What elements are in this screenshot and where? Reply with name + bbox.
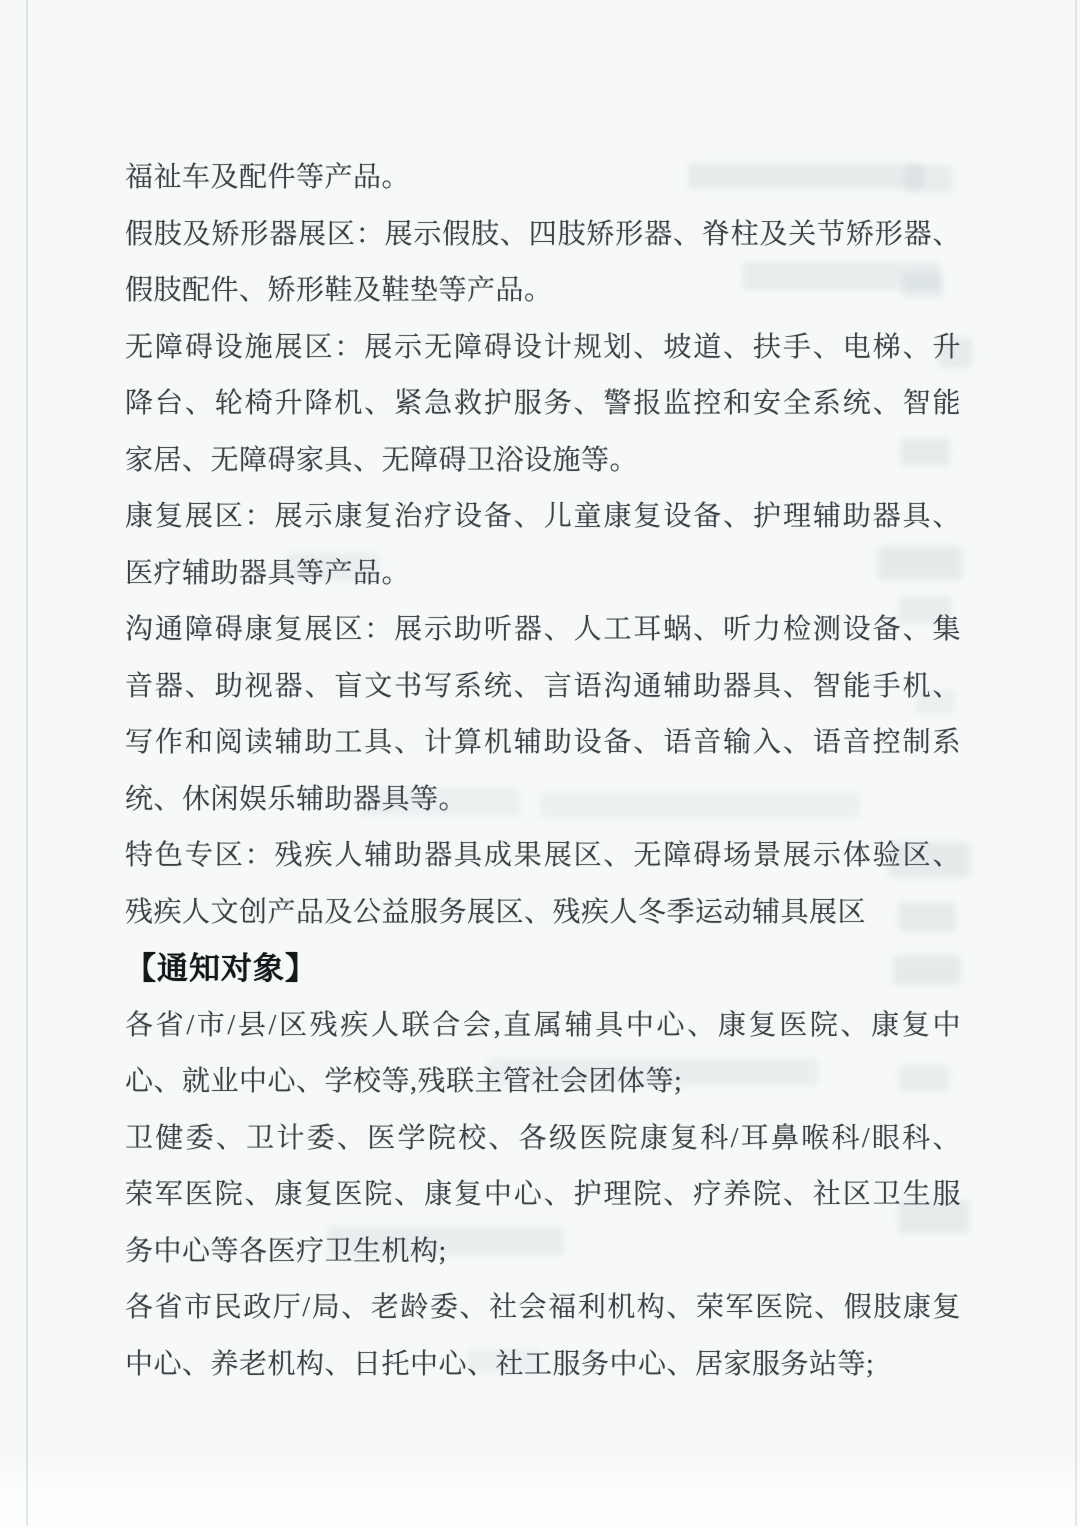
text-line: 医疗辅助器具等产品。	[125, 557, 411, 589]
text-line: 家居、无障碍家具、无障碍卫浴设施等。	[125, 444, 639, 476]
page-edge-shadow	[1075, 0, 1077, 1526]
text-line: 无障碍设施展区：展示无障碍设计规划、坡道、扶手、电梯、升	[125, 331, 961, 363]
text-line: 中心、养老机构、日托中心、社工服务中心、居家服务站等;	[125, 1348, 875, 1380]
text-line: 荣军医院、康复医院、康复中心、护理院、疗养院、社区卫生服	[125, 1179, 961, 1210]
section-heading-notice-targets: 【通知对象】	[125, 951, 317, 986]
text-line: 各省市民政厅/局、老龄委、社会福利机构、荣军医院、假肢康复	[125, 1292, 961, 1323]
text-line: 特色专区：残疾人辅助器具成果展区、无障碍场景展示体验区、	[125, 840, 961, 871]
text-line: 康复展区：展示康复治疗设备、儿童康复设备、护理辅助器具、	[125, 501, 961, 532]
text-line: 音器、助视器、盲文书写系统、言语沟通辅助器具、智能手机、	[125, 670, 961, 702]
text-line: 各省/市/县/区残疾人联合会,直属辅具中心、康复医院、康复中	[125, 1009, 961, 1041]
text-line: 卫健委、卫计委、医学院校、各级医院康复科/耳鼻喉科/眼科、	[125, 1122, 961, 1154]
text-line: 统、休闲娱乐辅助器具等。	[125, 783, 468, 815]
text-line: 心、就业中心、学校等,残联主管社会团体等;	[125, 1066, 683, 1097]
text-line: 降台、轮椅升降机、紧急救护服务、警报监控和安全系统、智能	[125, 388, 961, 419]
text-line: 沟通障碍康复展区：展示助听器、人工耳蜗、听力检测设备、集	[125, 614, 961, 645]
page-fold-line	[26, 0, 28, 1526]
document-text-block	[125, 150, 961, 1393]
text-line: 写作和阅读辅助工具、计算机辅助设备、语音输入、语音控制系	[125, 727, 961, 758]
text-line: 福祉车及配件等产品。	[125, 162, 411, 193]
text-line: 假肢及矫形器展区：展示假肢、四肢矫形器、脊柱及关节矫形器、	[125, 218, 961, 250]
text-line: 残疾人文创产品及公益服务展区、残疾人冬季运动辅具展区	[125, 896, 867, 928]
text-line: 假肢配件、矫形鞋及鞋垫等产品。	[125, 275, 553, 306]
text-line: 务中心等各医疗卫生机构;	[125, 1235, 447, 1267]
